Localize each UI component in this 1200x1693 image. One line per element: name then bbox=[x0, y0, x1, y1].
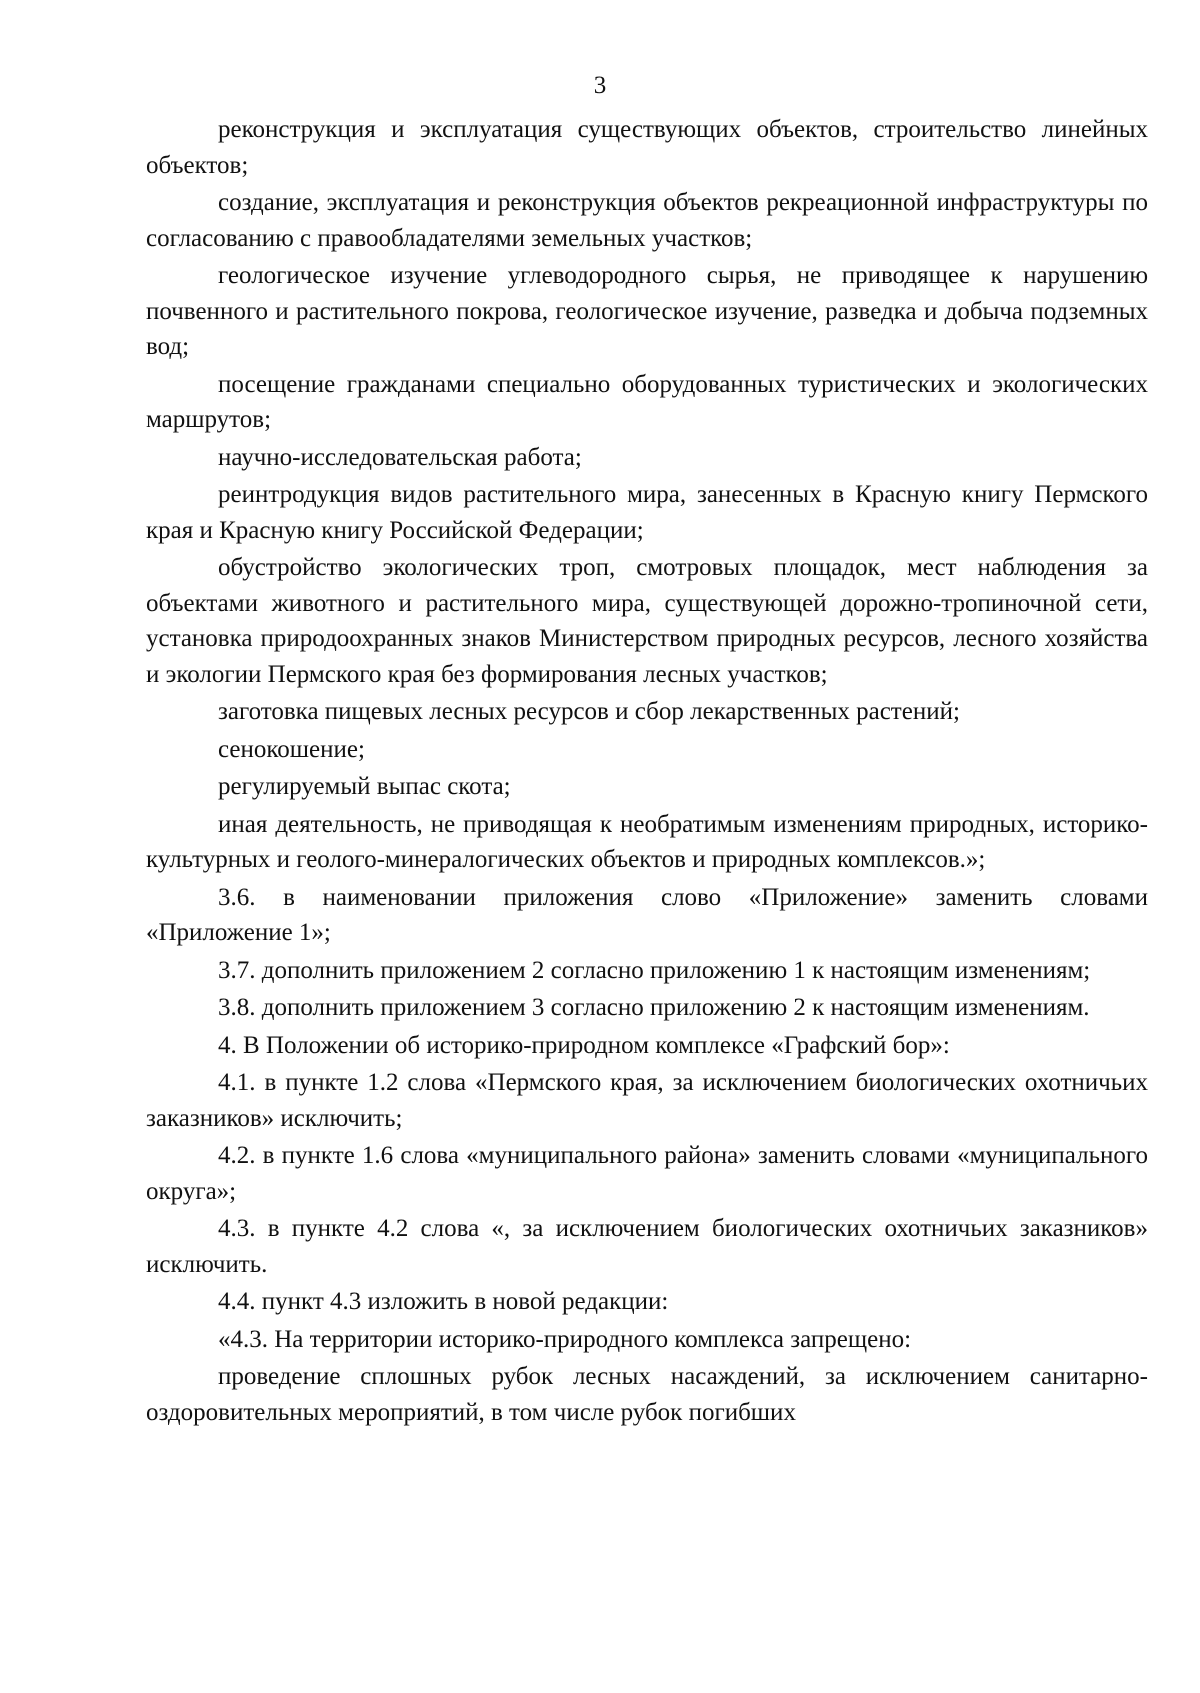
paragraph: иная деятельность, не приводящая к необратимым изменениям природных, историко-культурных и геолого-минералогических объектов и природных комплексов.»; bbox=[146, 810, 1148, 873]
paragraph: геологическое изучение углеводородного сырья, не приводящее к нарушению почвенного и растительного покрова, геологическое изучение, разведка и добыча подземных вод; bbox=[146, 262, 1148, 360]
paragraph: посещение гражданами специально оборудованных туристических и экологических маршрутов; bbox=[146, 370, 1148, 433]
paragraph: сенокошение; bbox=[218, 735, 365, 763]
list-item: 4.1. в пункте 1.2 слова «Пермского края, за исключением биологических охотничьих заказников» исключить; bbox=[146, 1069, 1148, 1132]
paragraph: «4.3. На территории историко-природного комплекса запрещено: bbox=[218, 1325, 912, 1353]
paragraph: заготовка пищевых лесных ресурсов и сбор лекарственных растений; bbox=[218, 698, 960, 725]
list-item: 4.3. в пункте 4.2 слова «, за исключением биологических охотничьих заказников» исключить. bbox=[146, 1215, 1148, 1278]
list-item: 3.8. дополнить приложением 3 согласно приложению 2 к настоящим изменениям. bbox=[218, 994, 1090, 1021]
paragraph: научно-исследовательская работа; bbox=[218, 443, 582, 471]
paragraph: реконструкция и эксплуатация существующих объектов, строительство линейных объектов; bbox=[146, 116, 1148, 179]
paragraph: регулируемый выпас скота; bbox=[218, 773, 511, 800]
list-item: 4.2. в пункте 1.6 слова «муниципального района» заменить словами «муниципального округа»; bbox=[146, 1142, 1148, 1205]
list-item: 3.7. дополнить приложением 2 согласно приложению 1 к настоящим изменениям; bbox=[218, 956, 1091, 984]
paragraph: обустройство экологических троп, смотровых площадок, мест наблюдения за объектами животного и растительного мира, существующей дорожно-тропиночной сети, установка природоохранных знаков Министерством природных ресурсов, лесного хозяйства и экологии Пермского края без формирования лесных участков; bbox=[146, 554, 1148, 688]
list-item: 4.4. пункт 4.3 изложить в новой редакции: bbox=[218, 1288, 669, 1315]
paragraph: проведение сплошных рубок лесных насаждений, за исключением санитарно-оздоровительных мероприятий, в том числе рубок погибших bbox=[146, 1363, 1148, 1426]
list-item: 3.6. в наименовании приложения слово «Приложение» заменить словами «Приложение 1»; bbox=[146, 883, 1148, 946]
section-heading: 4. В Положении об историко-природном комплексе «Графский бор»: bbox=[218, 1031, 950, 1059]
page-number: 3 bbox=[593, 72, 607, 99]
document-body bbox=[146, 112, 1148, 1430]
paragraph: создание, эксплуатация и реконструкция объектов рекреационной инфраструктуры по согласованию с правообладателями земельных участков; bbox=[146, 189, 1148, 252]
paragraph: реинтродукция видов растительного мира, занесенных в Красную книгу Пермского края и Красную книгу Российской Федерации; bbox=[146, 481, 1148, 544]
